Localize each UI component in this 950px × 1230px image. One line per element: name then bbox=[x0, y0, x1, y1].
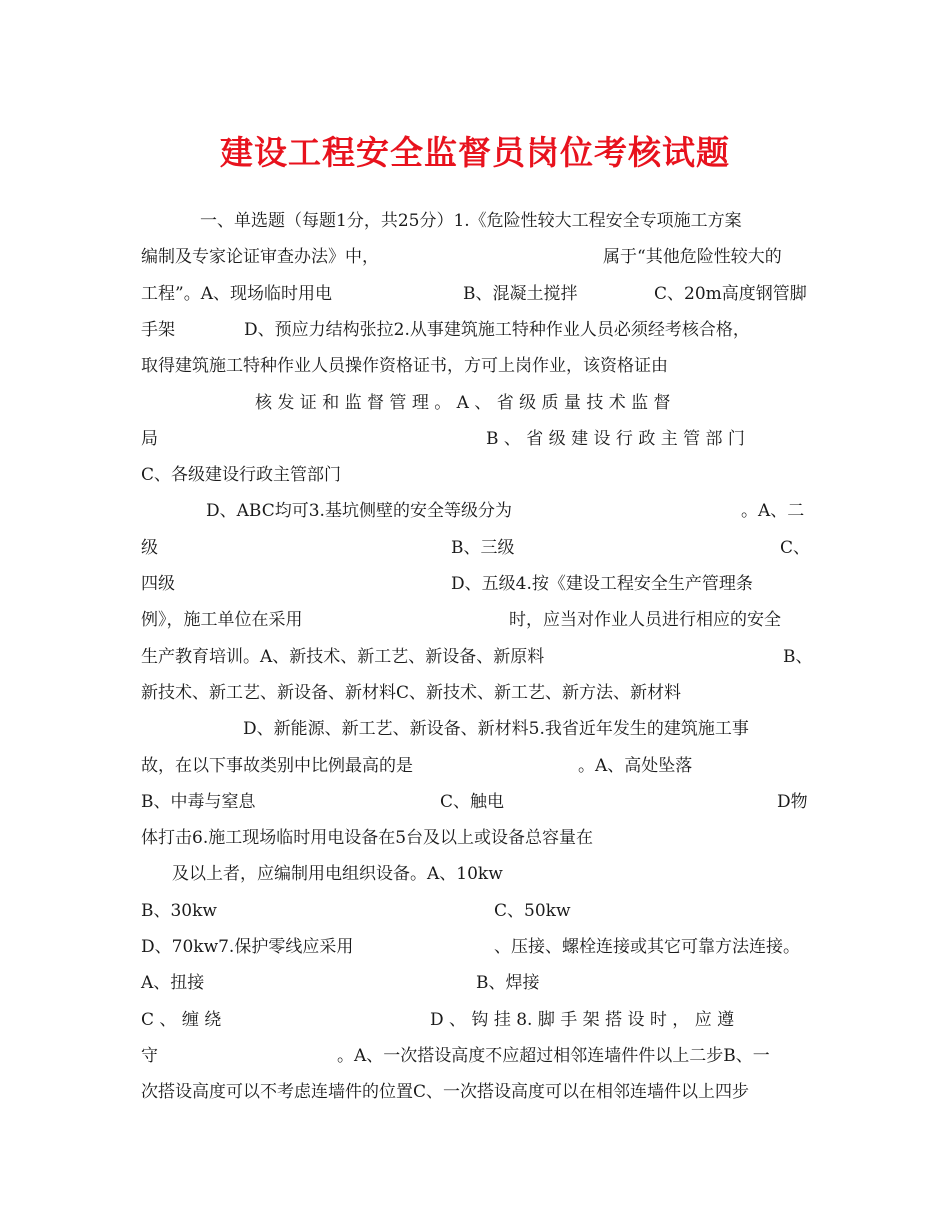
text-line-10a: 级 bbox=[141, 538, 158, 558]
text-line-16b: 。A、高处坠落 bbox=[578, 756, 693, 776]
page-title: 建设工程安全监督员岗位考核试题 bbox=[220, 133, 730, 172]
text-line-7a: 局 bbox=[141, 429, 158, 449]
text-line-22a: A、扭接 bbox=[141, 973, 205, 993]
text-line-3b: B、混凝土搅拌 bbox=[463, 284, 578, 304]
text-line-9b: 。A、二 bbox=[741, 501, 805, 521]
text-line-7b: B 、 省 级 建 设 行 政 主 管 部 门 bbox=[486, 429, 745, 449]
text-line-22b: B、焊接 bbox=[476, 973, 540, 993]
text-line-17a: B、中毒与窒息 bbox=[141, 792, 256, 812]
text-line-15: D、新能源、新工艺、新设备、新材料5.我省近年发生的建筑施工事 bbox=[243, 719, 749, 739]
text-line-4b: D、预应力结构张拉2.从事建筑施工特种作业人员必须经考核合格， bbox=[244, 320, 750, 340]
text-line-13b: B、 bbox=[783, 647, 813, 667]
text-line-2a: 编制及专家论证审查办法》中， bbox=[141, 247, 379, 267]
text-line-18: 体打击6.施工现场临时用电设备在5台及以上或设备总容量在 bbox=[141, 828, 594, 848]
text-line-20a: B、30kw bbox=[141, 901, 217, 921]
text-line-10c: C、 bbox=[780, 538, 811, 558]
text-line-6: 核 发 证 和 监 督 管 理 。 A 、 省 级 质 量 技 术 监 督 bbox=[255, 393, 671, 413]
text-line-2b: 属于“其他危险性较大的 bbox=[603, 247, 782, 267]
text-line-11a: 四级 bbox=[141, 574, 175, 594]
text-line-1: 一、单选题（每题1分，共25分）1.《危险性较大工程安全专项施工方案 bbox=[200, 211, 742, 231]
text-line-9a: D、ABC均可3.基坑侧壁的安全等级分为 bbox=[206, 501, 512, 521]
text-line-10b: B、三级 bbox=[451, 538, 515, 558]
text-line-4a: 手架 bbox=[141, 320, 175, 340]
text-line-23b: D 、 钩 挂 8. 脚 手 架 搭 设 时 ， 应 遵 bbox=[430, 1010, 735, 1030]
text-line-3a: 工程”。A、现场临时用电 bbox=[141, 284, 332, 304]
text-line-16a: 故，在以下事故类别中比例最高的是 bbox=[141, 756, 413, 776]
text-line-11b: D、五级4.按《建设工程安全生产管理条 bbox=[451, 574, 753, 594]
text-line-8: C、各级建设行政主管部门 bbox=[141, 465, 342, 485]
text-line-14: 新技术、新工艺、新设备、新材料C、新技术、新工艺、新方法、新材料 bbox=[141, 683, 682, 703]
text-line-5: 取得建筑施工特种作业人员操作资格证书，方可上岗作业，该资格证由 bbox=[141, 356, 668, 376]
text-line-21b: 、压接、螺栓连接或其它可靠方法连接。 bbox=[494, 937, 800, 957]
text-line-21a: D、70kw7.保护零线应采用 bbox=[141, 937, 354, 957]
text-line-3c: C、20m高度钢管脚 bbox=[654, 284, 807, 304]
text-line-20b: C、50kw bbox=[494, 901, 571, 921]
text-line-24b: 。A、一次搭设高度不应超过相邻连墙件件以上二步B、一 bbox=[337, 1046, 770, 1066]
text-line-12a: 例》，施工单位在采用 bbox=[141, 610, 303, 630]
text-line-25: 次搭设高度可以不考虑连墙件的位置C、一次搭设高度可以在相邻连墙件以上四步 bbox=[141, 1082, 750, 1102]
text-line-19: 及以上者，应编制用电组织设备。A、10kw bbox=[172, 864, 503, 884]
text-line-17c: D物 bbox=[777, 792, 808, 812]
text-line-23a: C 、 缠 绕 bbox=[141, 1010, 222, 1030]
text-line-12b: 时，应当对作业人员进行相应的安全 bbox=[509, 610, 781, 630]
text-line-13a: 生产教育培训。A、新技术、新工艺、新设备、新原料 bbox=[141, 647, 545, 667]
text-line-17b: C、触电 bbox=[440, 792, 505, 812]
text-line-24a: 守 bbox=[141, 1046, 158, 1066]
